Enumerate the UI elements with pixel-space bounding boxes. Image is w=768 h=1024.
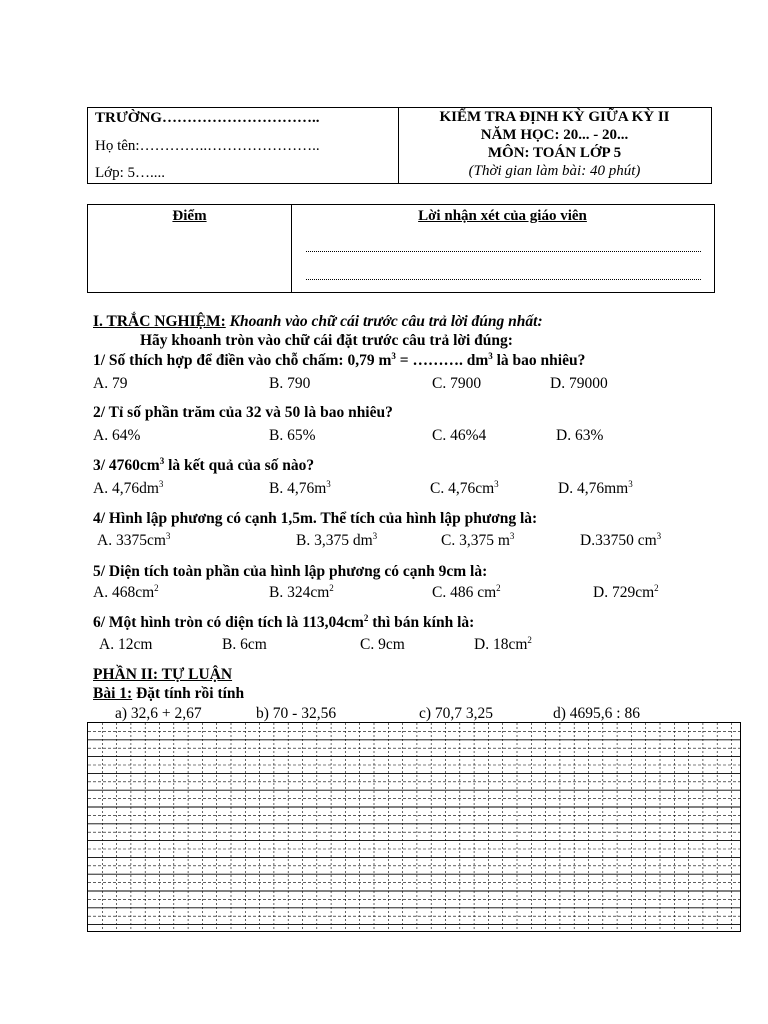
duration: (Thời gian làm bài: 40 phút)	[468, 163, 641, 179]
question-6	[93, 614, 474, 632]
part1-instruction2: Hãy khoanh tròn vào chữ cái đặt trước câu trả lời đúng:	[140, 332, 513, 349]
comment-label: Lời nhận xét của giáo viên	[418, 208, 587, 224]
question-1	[93, 352, 585, 370]
question-1-text-end: là bao nhiêu?	[492, 352, 586, 369]
q5-option-c	[432, 584, 501, 602]
q3-option-a	[93, 480, 163, 498]
header-box	[87, 107, 712, 184]
work-grid	[87, 722, 741, 932]
q5-option-b-sup: 2	[329, 582, 334, 593]
school-year: NĂM HỌC: 20... - 20...	[480, 127, 629, 143]
q5-option-a-sup: 2	[154, 582, 159, 593]
q4-option-d-text: D.33750 cm	[580, 532, 657, 549]
question-2: 2/ Tỉ số phần trăm của 32 và 50 là bao nhiêu?	[93, 404, 393, 421]
part1-title: I. TRẮC NGHIỆM:	[93, 313, 226, 330]
question-1-sup: 3	[391, 350, 396, 361]
q5-option-b	[269, 584, 334, 602]
problem-b: b) 70 - 32,56	[256, 705, 337, 722]
part1-instruction: Khoanh vào chữ cái trước câu trả lời đúng nhất:	[225, 313, 543, 330]
q3-option-c-sup: 3	[494, 478, 499, 489]
bai1-heading	[93, 685, 244, 703]
q3-option-c	[430, 480, 499, 498]
q3-option-d	[558, 480, 633, 498]
q4-option-b-text: B. 3,375 dm	[296, 532, 373, 549]
name-field: Họ tên:…………..…………………..	[95, 138, 320, 154]
comment-line-1	[306, 251, 701, 252]
part1-heading	[93, 313, 543, 331]
problem-c: c) 70,7 3,25	[419, 705, 494, 722]
grid-lines	[88, 723, 741, 932]
q3-option-b-sup: 3	[326, 478, 331, 489]
q5-option-c-sup: 2	[496, 582, 501, 593]
question-6-text: 6/ Một hình tròn có diện tích là 113,04cm	[93, 614, 364, 631]
question-1-text: 1/ Số thích hợp để điền vào chỗ chấm: 0,79 m	[93, 352, 392, 369]
comment-line-2	[306, 279, 701, 280]
q3-option-b-text: B. 4,76m	[269, 480, 327, 497]
q2-option-d: D. 63%	[556, 427, 604, 444]
question-6-sup: 2	[363, 612, 369, 623]
q4-option-d	[580, 532, 661, 550]
q3-option-a-sup: 3	[158, 478, 164, 489]
question-1-text-mid: = ………. dm	[395, 352, 489, 369]
grade-box	[87, 204, 715, 293]
q1-option-b: B. 790	[269, 375, 311, 392]
question-3	[93, 457, 314, 475]
q5-option-d-text: D. 729cm	[593, 584, 655, 601]
q3-option-c-text: C. 4,76cm	[430, 480, 495, 497]
q4-option-c-sup: 3	[509, 530, 515, 541]
q6-option-d-text: D. 18cm	[474, 636, 528, 653]
q2-option-b: B. 65%	[269, 427, 316, 444]
q3-option-a-text: A. 4,76dm	[93, 480, 159, 497]
exam-title: KIỂM TRA ĐỊNH KỲ GIỮA KỲ II	[439, 109, 670, 125]
q3-option-d-text: D. 4,76mm	[558, 480, 629, 497]
question-3-text: 3/ 4760cm	[93, 457, 160, 474]
q4-option-a-text: A. 3375cm	[97, 532, 166, 549]
q2-option-a: A. 64%	[93, 427, 141, 444]
question-3-sup: 3	[159, 455, 165, 466]
problem-a: a) 32,6 + 2,67	[115, 705, 202, 722]
problem-d: d) 4695,6 : 86	[553, 705, 640, 722]
question-5: 5/ Diện tích toàn phần của hình lập phương có cạnh 9cm là:	[93, 563, 488, 580]
q4-option-a	[97, 532, 170, 550]
question-3-text-end: là kết quả của số nào?	[164, 457, 315, 474]
q1-option-c: C. 7900	[432, 375, 482, 392]
q4-option-b-sup: 3	[372, 530, 378, 541]
q1-option-a: A. 79	[93, 375, 128, 392]
q4-option-d-sup: 3	[656, 530, 662, 541]
q6-option-b: B. 6cm	[222, 636, 267, 653]
q6-option-d	[474, 636, 532, 654]
q5-option-d-sup: 2	[654, 582, 659, 593]
q4-option-a-sup: 3	[165, 530, 171, 541]
bai1-label: Bài 1:	[93, 685, 133, 702]
score-label: Điểm	[172, 208, 207, 224]
q1-option-d: D. 79000	[550, 375, 608, 392]
bai1-text: Đặt tính rồi tính	[132, 685, 245, 702]
q4-option-c	[441, 532, 514, 550]
subject: MÔN: TOÁN LỚP 5	[487, 145, 622, 161]
q6-option-c: C. 9cm	[360, 636, 405, 653]
q5-option-a	[93, 584, 159, 602]
q4-option-b	[296, 532, 377, 550]
q4-option-c-text: C. 3,375 m	[441, 532, 510, 549]
question-1-sup2: 3	[488, 350, 493, 361]
q6-option-a: A. 12cm	[99, 636, 153, 653]
class-field: Lớp: 5…....	[95, 165, 166, 181]
q5-option-a-text: A. 468cm	[93, 584, 155, 601]
q3-option-d-sup: 3	[628, 478, 633, 489]
q3-option-b	[269, 480, 331, 498]
q5-option-c-text: C. 486 cm	[432, 584, 497, 601]
question-4: 4/ Hình lập phương có cạnh 1,5m. Thể tích của hình lập phương là:	[93, 510, 538, 527]
school-field: TRƯỜNG…………………………..	[95, 110, 320, 126]
q6-option-d-sup: 2	[527, 634, 532, 645]
part2-title: PHẦN II: TỰ LUẬN	[93, 666, 233, 683]
q5-option-b-text: B. 324cm	[269, 584, 330, 601]
q5-option-d	[593, 584, 659, 602]
q2-option-c: C. 46%4	[432, 427, 487, 444]
question-6-text-end: thì bán kính là:	[368, 614, 475, 631]
